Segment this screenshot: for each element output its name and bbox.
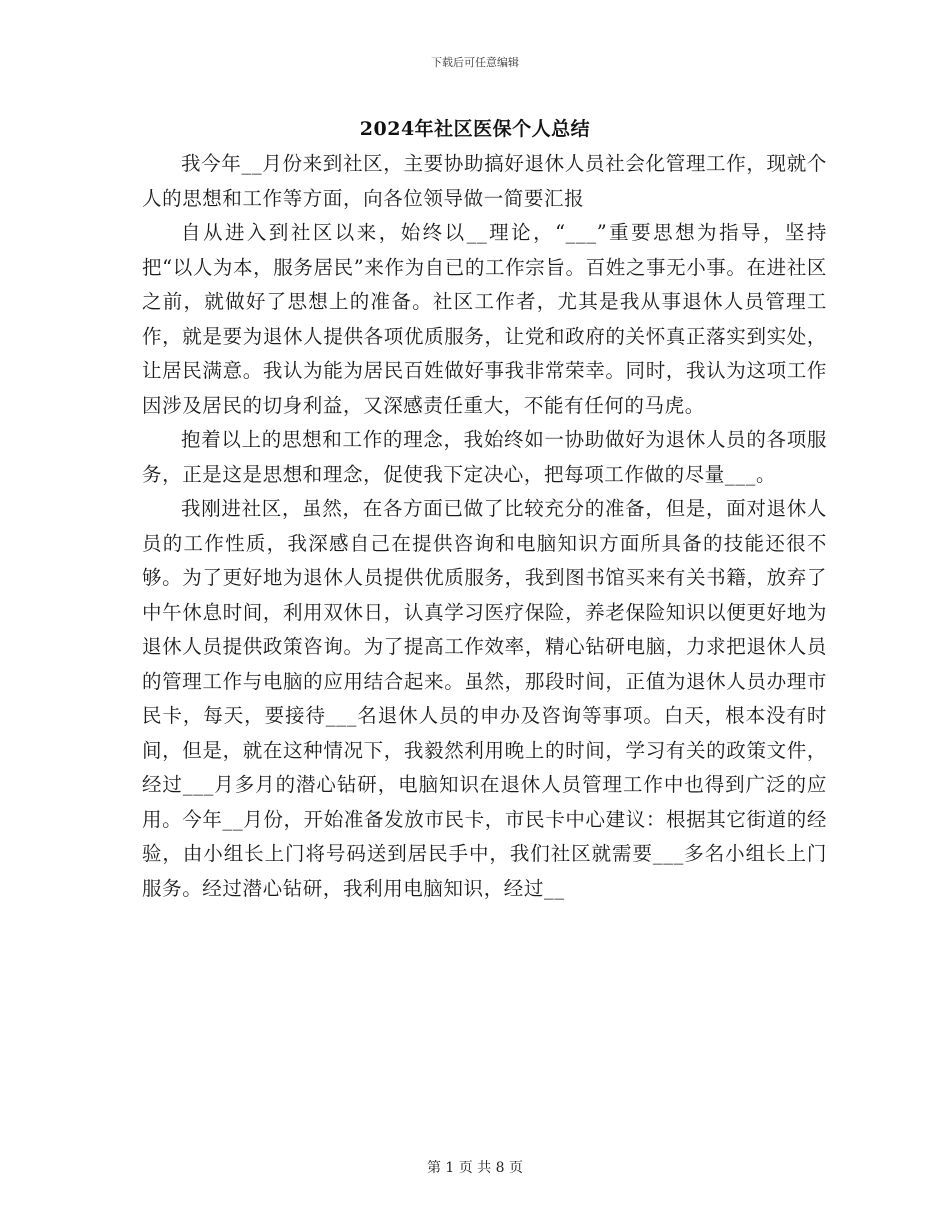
paragraph-2: 自从进入到社区以来，始终以__理论，“___”重要思想为指导，坚持把“以人为本，服务居民”来作为自已的工作宗旨。百姓之事无小事。在进社区之前，就做好了思想上的准备。社区工作者，尤其是我从事退休人员管理工作，就是要为退休人提供各项优质服务，让党和政府的关怀真正落实到实处，让居民满意。我认为能为居民百姓做好事我非常荣幸。同时，我认为这项工作因涉及居民的切身利益，又深感责任重大，不能有任何的马虎。: [142, 221, 827, 417]
document-title: 2024年社区医保个人总结: [359, 118, 591, 140]
paragraph-4: 我刚进社区，虽然，在各方面已做了比较充分的准备，但是，面对退休人员的工作性质，我深感自己在提供咨询和电脑知识方面所具备的技能还很不够。为了更好地为退休人员提供优质服务，我到图书馆买来有关书籍，放弃了中午休息时间，利用双休日，认真学习医疗保险，养老保险知识以便更好地为退休人员提供政策咨询。为了提高工作效率，精心钻研电脑，力求把退休人员的管理工作与电脑的应用结合起来。虽然，那段时间，正值为退休人员办理市民卡，每天，要接待___名退休人员的申办及咨询等事项。白天，根本没有时间，但是，就在这种情况下，我毅然利用晚上的时间，学习有关的政策文件，经过___月多月的潜心钻研，电脑知识在退休人员管理工作中也得到广泛的应用。今年__月份，开始准备发放市民卡，市民卡中心建议：根据其它街道的经验，由小组长上门将号码送到居民手中，我们社区就需要___多名小组长上门服务。经过潜心钻研，我利用电脑知识，经过__: [142, 497, 827, 900]
page-number: 第 1 页 共 8 页: [426, 1160, 524, 1176]
paragraph-1: 我今年__月份来到社区，主要协助搞好退休人员社会化管理工作，现就个人的思想和工作等方面，向各位领导做一简要汇报: [142, 152, 827, 210]
paragraph-3: 抱着以上的思想和工作的理念，我始终如一协助做好为退休人员的各项服务，正是这是思想和理念，促使我下定决心，把每项工作做的尽量___。: [142, 428, 827, 486]
document-body: [142, 147, 827, 906]
page-header-note: 下载后可任意编辑: [431, 56, 519, 69]
